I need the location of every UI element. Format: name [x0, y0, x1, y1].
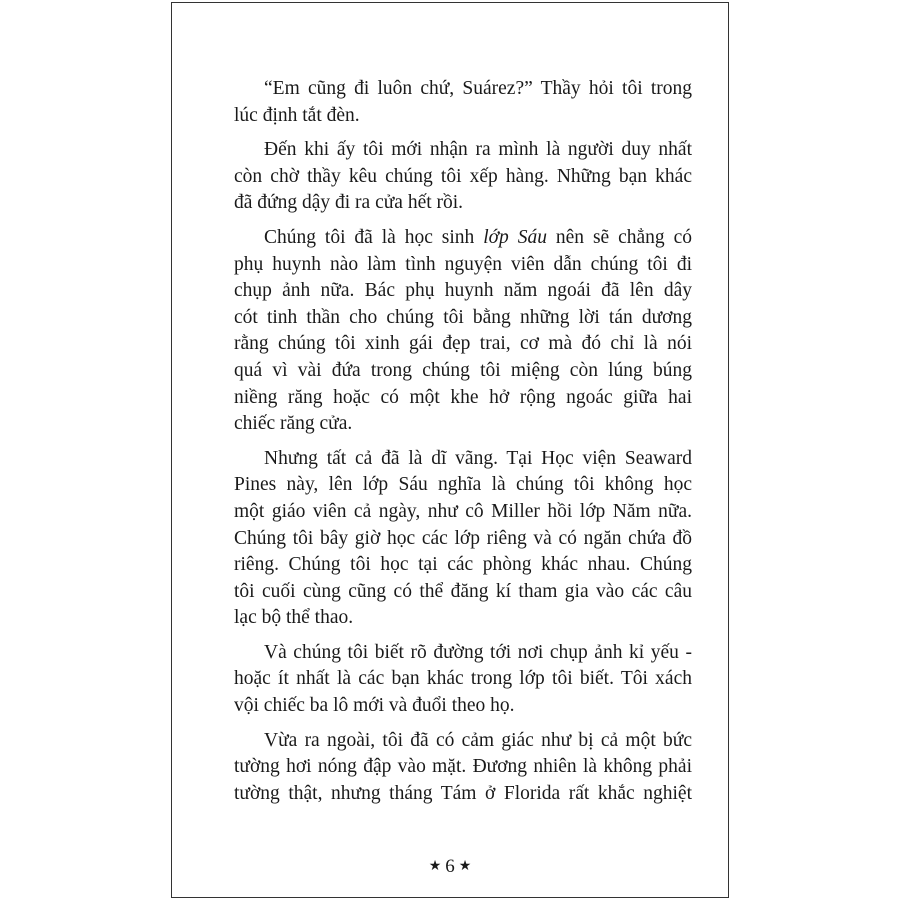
text-line: quá vì vài đứa trong chúng tôi miệng còn lúng búng — [234, 359, 692, 381]
text-line: “Em cũng đi luôn chứ, Suárez?” Thầy hỏi tôi trong — [264, 78, 692, 99]
text-line: Và chúng tôi biết rõ đường tới nơi chụp ảnh kỉ yếu - — [264, 641, 692, 663]
paragraph — [234, 728, 692, 808]
text-line: chiếc răng cửa. — [234, 413, 353, 435]
text-line: tường hơi nóng đập vào mặt. Đương nhiên là không phải — [234, 756, 692, 778]
text-line: Chúng tôi bây giờ học các lớp riêng và có ngăn chứa đồ — [234, 527, 692, 549]
text-line: một giáo viên cả ngày, như cô Miller hồi lớp Năm nữa. — [234, 500, 692, 522]
star-icon: ★ — [428, 859, 442, 874]
paragraph — [234, 225, 692, 438]
star-icon: ★ — [458, 859, 472, 874]
text-line: phụ huynh nào làm tình nguyện viên dẫn chúng tôi đi — [234, 253, 692, 275]
text-line: lúc định tắt đèn. — [234, 104, 360, 126]
paragraph — [234, 640, 692, 720]
text-line: chụp ảnh nữa. Bác phụ huynh năm ngoái đã lên dây — [234, 280, 692, 302]
text-line: hoặc ít nhất là các bạn khác trong lớp tôi biết. Tôi xách — [234, 668, 692, 690]
text-line: Chúng tôi đã là học sinh lớp Sáu nên sẽ chẳng có — [264, 226, 693, 248]
text-line: đã đứng dậy đi ra cửa hết rồi. — [234, 192, 464, 214]
paragraph — [234, 76, 692, 129]
book-page — [171, 2, 729, 898]
text-line: riêng. Chúng tôi học tại các phòng khác nhau. Chúng — [234, 554, 692, 576]
text-line: Pines này, lên lớp Sáu nghĩa là chúng tôi không học — [234, 474, 692, 496]
text-line: tường thật, nhưng tháng Tám ở Florida rất khắc nghiệt — [234, 782, 692, 804]
text-line: vội chiếc ba lô mới và đuổi theo họ. — [234, 695, 515, 717]
text-line: cót tinh thần cho chúng tôi bằng những lời tán dương — [234, 306, 692, 328]
text-line: niềng răng hoặc có một khe hở rộng ngoác giữa hai — [234, 386, 692, 408]
body-text — [234, 76, 692, 815]
text-line: Nhưng tất cả đã là dĩ vãng. Tại Học viện Seaward — [264, 447, 692, 469]
text-line: còn chờ thầy kêu chúng tôi xếp hàng. Những bạn khác — [234, 165, 692, 187]
page-number-footer — [172, 856, 728, 878]
text-line: rằng chúng tôi xinh gái đẹp trai, cơ mà đó chỉ là nói — [234, 333, 692, 355]
text-line: Đến khi ấy tôi mới nhận ra mình là người duy nhất — [264, 139, 692, 161]
paragraph — [234, 446, 692, 632]
text-line: tôi cuối cùng cũng có thể đăng kí tham gia vào các câu — [234, 580, 692, 602]
paragraph — [234, 137, 692, 217]
text-line: lạc bộ thể thao. — [234, 607, 354, 629]
text-line: Vừa ra ngoài, tôi đã có cảm giác như bị cả một bức — [264, 729, 692, 751]
page-number: 6 — [445, 856, 455, 877]
